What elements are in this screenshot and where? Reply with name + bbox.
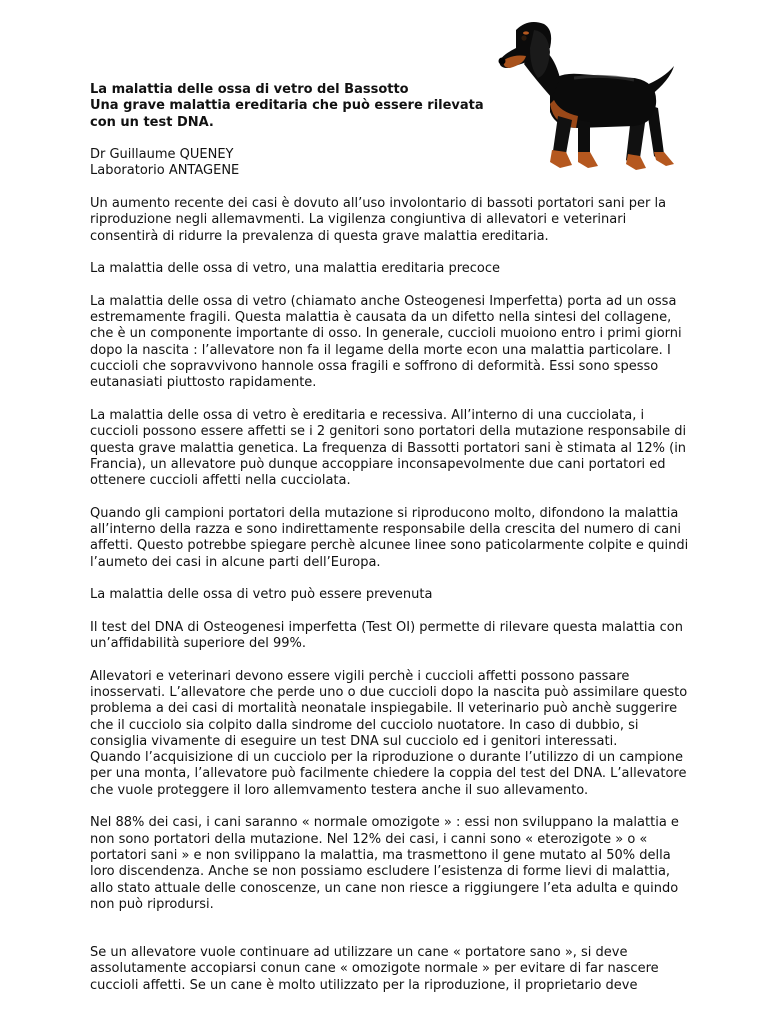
paragraph-intro: Un aumento recente dei casi è dovuto all’uso involontario di bassoti portatori sani per la riproduzione negli allemavmenti. La vigilenza congiuntiva di allevatori e veterinari consentirà di ridurre la prevalenza di questa grave malattia ereditaria. <box>90 196 667 244</box>
paragraph-acquisition: Quando l’acquisizione di un cucciolo per la riproduzione o durante l’utilizzo di un campione per una monta, l’allevatore può facilmente chiedere la coppia del test del DNA. L’allevatore che vuole proteggere il loro allemvamento testera anche il suo allevamento. <box>90 750 687 798</box>
paragraph-spread: Quando gli campioni portatori della mutazione si riproducono molto, difondono la malattia all’interno della razza e sono indirettamente responsabile della crescita del numero di cani affetti. Questo potrebbe spiegare perchè alcunee linee sono paticolarmente colpite e quindi l’aumeto dei casi in alcune parti dell’Europa. <box>90 505 689 570</box>
paragraph-carrier: Se un allevatore vuole continuare ad utilizzare un cane « portatore sano », si deve assolutamente accopiarsi conun cane « omozigote normale » per evitare di far nascere cuccioli affetti. Se un cane è molto utilizzato per la riproduzione, il proprietario deve <box>90 945 659 993</box>
title-line-3: con un test DNA. <box>90 114 214 130</box>
article-body <box>90 82 690 1010</box>
paragraph-vigilance: Allevatori e veterinari devono essere vigili perchè i cuccioli affetti possono passare inosservati. L’allevatore che perde uno o due cuccioli dopo la nascita può assimilare questo problema a dei casi di mortalità neonatale inspiegabile. Il veterinario può anchè suggerire che il cucciolo sia colpito dalla sindrome del cucciolo nuotatore. In caso di dubbio, si consiglia vivamente di eseguire un test DNA sul cucciolo ed i genitori interessati. <box>90 668 688 749</box>
article-title <box>90 82 690 131</box>
title-line-2: Una grave malattia ereditaria che può essere rilevata <box>90 98 484 114</box>
paragraph-dna-test: Il test del DNA di Osteogenesi imperfetta (Test OI) permette di rilevare questa malattia con un’affidabilità superiore del 99%. <box>90 619 683 652</box>
paragraph-description: La malattia delle ossa di vetro (chiamato anche Osteogenesi Imperfetta) porta ad un ossa estremamente fragili. Questa malattia è causata da un difetto nella sintesi del collagene, che è un componente importante di osso. In generale, cuccioli muoiono entro i primi giorni dopo la nascita : l’allevatore non fa il legame della morte econ una malattia particolare. I cuccioli che sopravvivono hannole ossa fragili e soffrono di deformità. Essi sono spesso eutanasiati piuttosto rapidamente. <box>90 293 682 391</box>
title-line-1: La malattia delle ossa di vetro del Bassotto <box>90 82 409 97</box>
author-name: Dr Guillaume QUENEY <box>90 147 234 163</box>
paragraph-statistics: Nel 88% dei casi, i cani saranno « normale omozigote » : essi non sviluppano la malattia e non sono portatori della mutazione. Nel 12% dei casi, i canni sono « eterozigote » o « portatori sani » e non svilippano la malattia, ma trasmettono il gene mutato al 50% della loro discendenza. Anche se non possiamo escludere l’esistenza di forme lievi di malattia, allo stato attuale delle conoscenze, un cane non riesce a riggiungere l’eta adulta e quindo non può riprodursi. <box>90 815 679 912</box>
section-heading-prevenuta: La malattia delle ossa di vetro può essere prevenuta <box>90 587 433 603</box>
paragraph-hereditary: La malattia delle ossa di vetro è ereditaria e recessiva. All’interno di una cucciolata, i cuccioli possono essere affetti se i 2 genitori sono portatori della mutazione responsabile di questa grave malattia genetica. La frequenza di Bassotti portatori sani è stimata al 12% (in Francia), un allevatore può dunque accoppiare inconsapevolmente due cani portatori ed ottenere cuccioli affetti nella cucciolata. <box>90 407 687 489</box>
section-heading-precoce: La malattia delle ossa di vetro, una malattia ereditaria precoce <box>90 261 501 277</box>
lab-name: Laboratorio ANTAGENE <box>90 163 240 179</box>
byline <box>90 147 690 180</box>
